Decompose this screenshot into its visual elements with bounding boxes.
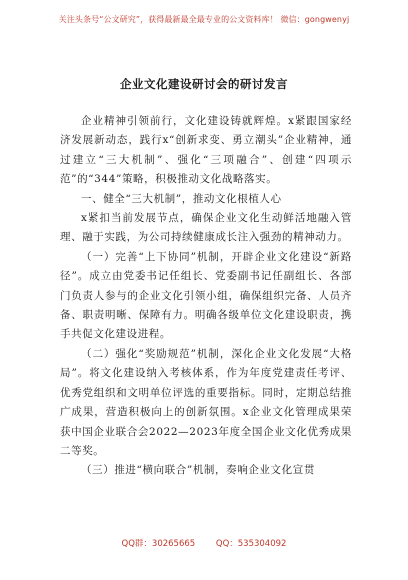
document-body <box>60 112 352 481</box>
paragraph-section-1-intro: x紧扣当前发展节点，确保企业文化生动鲜活地融入管理、融于实践，为公司持续健康成长注入强劲的精神动力。 <box>60 212 352 244</box>
paragraph-subsection-2: （二）强化“奖励规范”机制，深化企业文化发展“大格局”。将文化建设纳入考核体系，作为年度党建责任考评、优秀党组织和文明单位评选的重要指标。同时，定期总结推广成果，营造积极向上的创新氛围。x企业文化管理成果荣获中国企业联合会2022—2023年度全国企业文化优秀成果二等奖。 <box>60 347 352 457</box>
paragraph-subsection-1: （一）完善“上下协同”机制，开辟企业文化建设“新路径”。成立由党委书记任组长、党委副书记任副组长、各部门负责人参与的企业文化引领小组，确保组织完备、人员齐备、职责明晰、保障有力。明确各级单位文化建设职责，携手共促文化建设进程。 <box>60 250 352 341</box>
paragraph-intro: 企业精神引领前行，文化建设铸就辉煌。x紧跟国家经济发展新动态，践行x“创新求变、勇立潮头”企业精神，通过建立“三大机制”、强化“三项融合”、创建“四项示范”的“344”策略，积极推动文化战略落实。 <box>60 115 352 186</box>
document-title: 企业文化建设研讨会的研讨发言 <box>120 77 288 91</box>
footer-qq: QQ：535304092 <box>215 539 287 549</box>
footer-contact <box>0 537 408 549</box>
paragraph-subsection-3: （三）推进“横向联合”机制，奏响企业文化宣贯 <box>81 464 315 477</box>
section-heading-1: 一、健全“三大机制”，推动文化根植人心 <box>81 192 282 205</box>
header-promo-text: 关注头条号“公文研究”，获得最新最全最专业的公文资料库！ 微信：gongwenyj <box>58 15 350 24</box>
footer-qq-group: QQ群：30265665 <box>121 539 196 549</box>
